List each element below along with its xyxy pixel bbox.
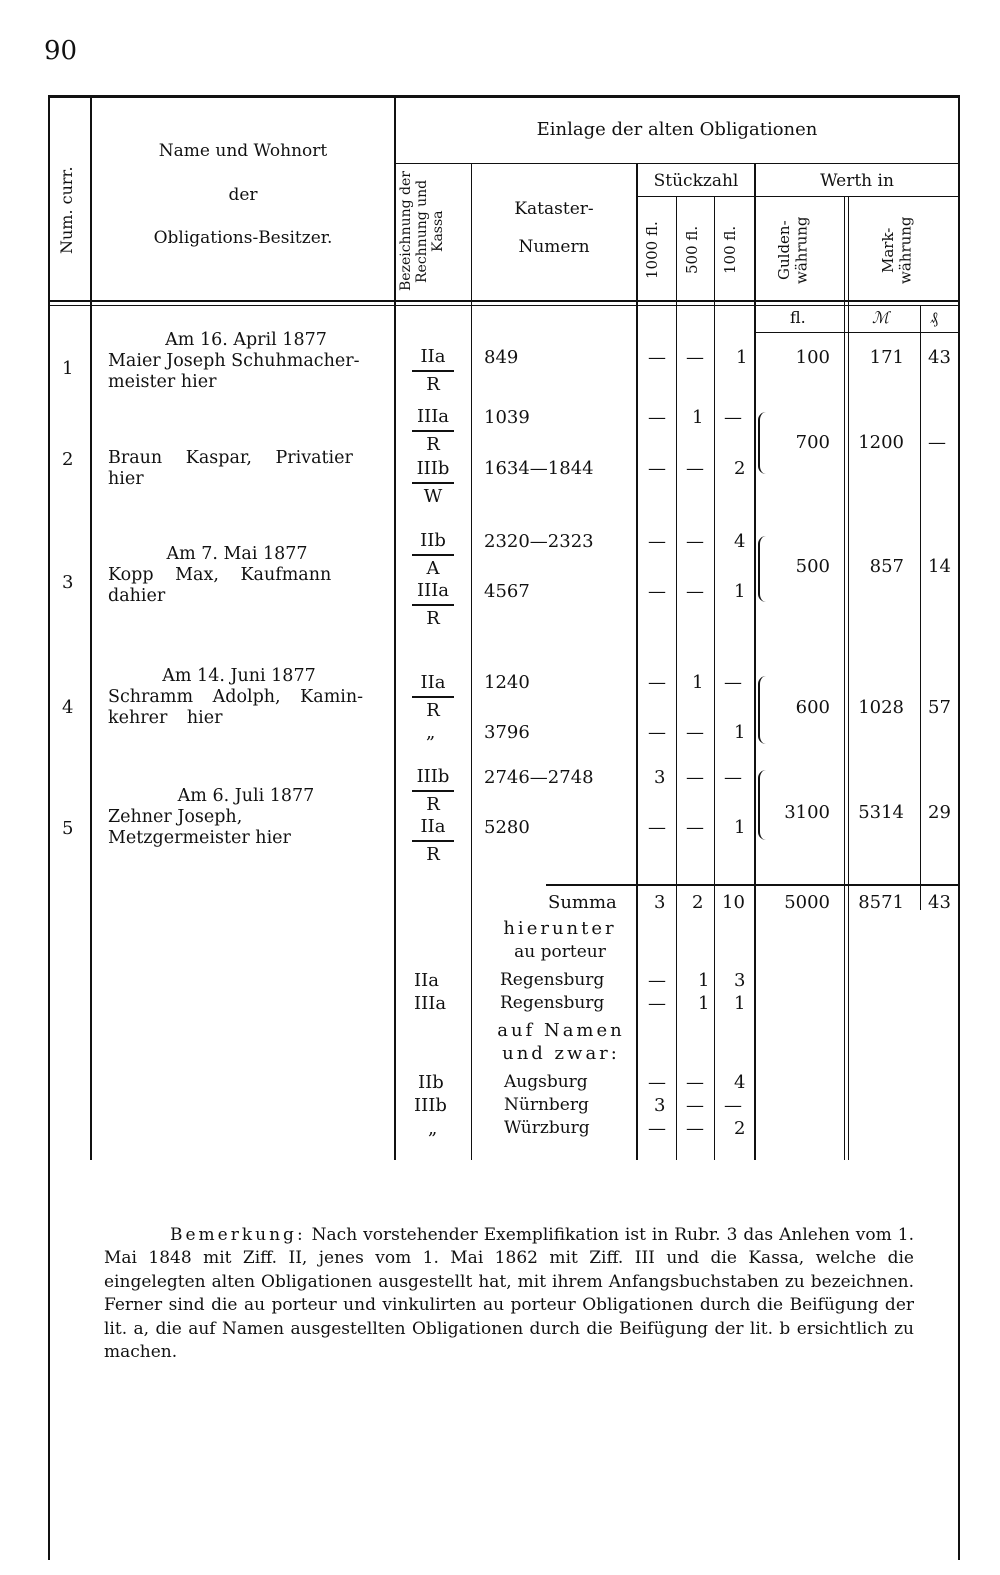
kataster-number: 1240 — [484, 672, 530, 693]
remark-note — [104, 1224, 914, 1365]
count-1000: 3 — [654, 1095, 666, 1116]
value-mark: 1028 — [858, 697, 904, 718]
summa-100: 10 — [722, 892, 745, 913]
page-number: 90 — [44, 36, 78, 66]
designation: IIIb R — [398, 766, 468, 815]
count-100: 1 — [734, 993, 746, 1014]
count-1000: — — [648, 347, 666, 368]
value-pf: 29 — [928, 802, 951, 823]
kataster-number: 849 — [484, 347, 519, 368]
count-1000: — — [648, 672, 666, 693]
value-pf: 14 — [928, 556, 951, 577]
header-den-500: 500 fl. — [683, 225, 701, 275]
header-den-100: 100 fl. — [721, 225, 739, 275]
designation: IIa R — [398, 816, 468, 865]
designation: IIIb — [414, 1095, 447, 1116]
count-500: 1 — [698, 970, 710, 991]
breakdown-heading: au porteur — [514, 942, 606, 962]
breakdown-heading: auf Namen — [497, 1020, 625, 1041]
header-group-title: Einlage der alten Obligationen — [536, 119, 818, 140]
count-500: 1 — [692, 407, 704, 428]
count-1000: — — [648, 1118, 666, 1139]
row-num: 1 — [62, 358, 74, 379]
count-100: 4 — [734, 1072, 746, 1093]
count-100: 1 — [734, 722, 746, 743]
count-500: — — [686, 767, 704, 788]
remark-label: Bemerkung: — [170, 1225, 306, 1245]
count-100: — — [724, 672, 742, 693]
count-1000: — — [648, 458, 666, 479]
count-100: — — [724, 1095, 742, 1116]
designation: IIa — [414, 970, 439, 991]
designation: IIb — [418, 1072, 444, 1093]
owner-entry: Am 6. Juli 1877 Zehner Joseph, Metzgermeister hier — [108, 786, 315, 848]
owner-entry: Am 14. Juni 1877 Schramm Adolph, Kamin-kehrer hier — [108, 666, 364, 728]
kataster-number: 5280 — [484, 817, 530, 838]
breakdown-heading: und zwar: — [502, 1043, 620, 1064]
breakdown-heading: hierunter — [503, 918, 617, 939]
count-100: 1 — [736, 347, 748, 368]
value-gulden: 100 — [795, 347, 830, 368]
value-mark: 857 — [869, 556, 904, 577]
value-pf: — — [928, 432, 946, 453]
kataster-number: 2746—2748 — [484, 767, 594, 788]
header-stueckzahl: Stückzahl — [653, 171, 739, 191]
designation: „ — [428, 1118, 438, 1139]
header-mark: Mark-währung — [879, 216, 915, 284]
count-1000: — — [648, 970, 666, 991]
header-kataster: Kataster- Numern — [514, 199, 594, 257]
designation: IIIb W — [398, 458, 468, 507]
value-mark: 171 — [869, 347, 904, 368]
count-500: — — [686, 531, 704, 552]
kataster-number: 2320—2323 — [484, 531, 594, 552]
unit-fl: fl. — [790, 308, 806, 327]
count-1000: — — [648, 531, 666, 552]
designation: IIb A — [398, 530, 468, 579]
designation: IIIa R — [398, 580, 468, 629]
value-gulden: 3100 — [784, 802, 830, 823]
count-100: — — [724, 767, 742, 788]
header-num-curr: Num. curr. — [57, 166, 76, 254]
row-num: 4 — [62, 697, 74, 718]
place: Nürnberg — [504, 1095, 589, 1115]
designation: IIa R — [398, 672, 468, 721]
count-1000: — — [648, 817, 666, 838]
count-1000: 3 — [654, 767, 666, 788]
row-num: 5 — [62, 818, 74, 839]
value-mark: 5314 — [858, 802, 904, 823]
count-100: 2 — [734, 1118, 746, 1139]
row-num: 3 — [62, 572, 74, 593]
row-num: 2 — [62, 449, 74, 470]
value-gulden: 700 — [795, 432, 830, 453]
kataster-number: 1039 — [484, 407, 530, 428]
kataster-number: 4567 — [484, 581, 530, 602]
count-500: — — [686, 1118, 704, 1139]
place: Würzburg — [504, 1118, 590, 1138]
header-owner: Name und Wohnort der Obligations-Besitzer. — [153, 141, 333, 249]
count-500: — — [686, 581, 704, 602]
remark-text: Nach vorstehender Exemplifikation ist in Rubr. 3 das Anlehen vom 1. Mai 1848 mit Ziff. II, jenes vom 1. Mai 1862 mit Ziff. III und die Kassa, welche die eingelegten alten Obligationen ausgestellt hat, mit ihrem Anfangsbuchstaben zu bezeichnen. Ferner sind die au porteur und vinkulirten au porteur Obligationen durch die Beifügung der lit. a, die auf Namen ausgestellten Obligationen durch die Beifügung der lit. b ersichtlich zu machen. — [104, 1225, 914, 1363]
place: Augsburg — [504, 1072, 588, 1092]
count-100: 1 — [734, 817, 746, 838]
count-1000: — — [648, 407, 666, 428]
count-500: — — [686, 347, 704, 368]
place: Regensburg — [500, 970, 605, 990]
designation: IIIa — [414, 993, 447, 1014]
kataster-number: 3796 — [484, 722, 530, 743]
value-mark: 1200 — [858, 432, 904, 453]
header-den-1000: 1000 fl. — [643, 221, 661, 279]
count-500: — — [686, 1095, 704, 1116]
count-1000: — — [648, 722, 666, 743]
count-500: 1 — [692, 672, 704, 693]
designation: „ — [426, 722, 436, 743]
count-500: — — [686, 817, 704, 838]
unit-mark: ℳ — [872, 308, 890, 327]
owner-entry: Braun Kaspar, Privatier hier — [108, 448, 353, 489]
value-gulden: 500 — [795, 556, 830, 577]
summa-500: 2 — [692, 892, 704, 913]
count-100: 2 — [734, 458, 746, 479]
count-100: 3 — [734, 970, 746, 991]
count-100: 4 — [734, 531, 746, 552]
summa-label: Summa — [548, 892, 617, 913]
value-gulden: 600 — [795, 697, 830, 718]
count-100: — — [724, 407, 742, 428]
header-werth-in: Werth in — [820, 171, 894, 191]
value-pf: 57 — [928, 697, 951, 718]
value-pf: 43 — [928, 347, 951, 368]
unit-pf: ₰ — [930, 308, 938, 327]
count-500: — — [686, 722, 704, 743]
count-1000: — — [648, 1072, 666, 1093]
designation: IIIa R — [398, 406, 468, 455]
header-gulden: Gulden-währung — [775, 216, 811, 284]
count-500: 1 — [698, 993, 710, 1014]
owner-entry: Am 16. April 1877 Maier Joseph Schuhmacher-meister hier — [108, 330, 360, 392]
count-500: — — [686, 1072, 704, 1093]
kataster-number: 1634—1844 — [484, 458, 594, 479]
place: Regensburg — [500, 993, 605, 1013]
count-1000: — — [648, 993, 666, 1014]
summa-mark: 8571 — [858, 892, 904, 913]
header-designation: Bezeichnung der Rechnung und Kassa — [398, 171, 447, 291]
count-500: — — [686, 458, 704, 479]
designation: IIa R — [398, 346, 468, 395]
count-100: 1 — [734, 581, 746, 602]
summa-pf: 43 — [928, 892, 951, 913]
owner-entry: Am 7. Mai 1877 Kopp Max, Kaufmann dahier — [108, 544, 332, 606]
count-1000: — — [648, 581, 666, 602]
summa-1000: 3 — [654, 892, 666, 913]
summa-gulden: 5000 — [784, 892, 830, 913]
